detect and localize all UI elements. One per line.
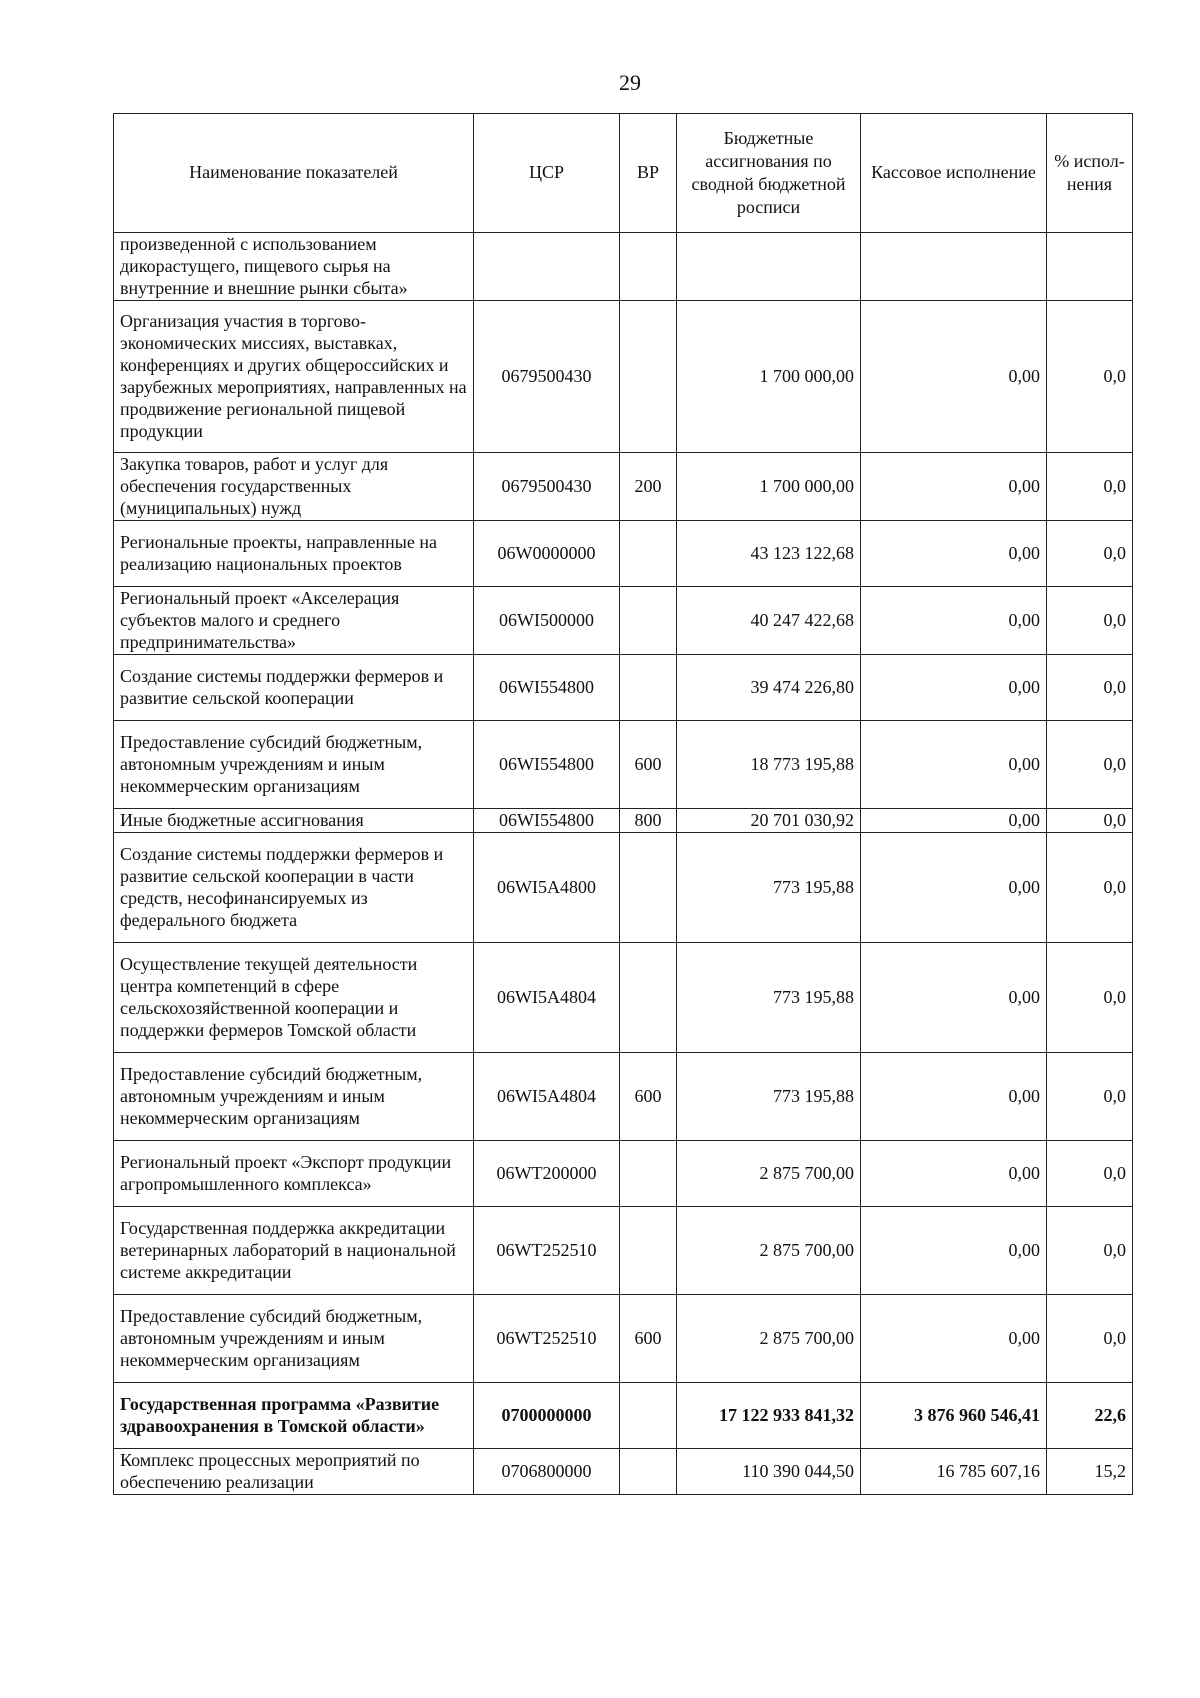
table-row [114,1207,1133,1295]
table-row [114,1141,1133,1207]
cell-budget: 2 875 700,00 [677,1295,861,1383]
cell-cash [861,233,1047,301]
table-row [114,1449,1133,1495]
cell-budget: 39 474 226,80 [677,655,861,721]
cell-budget: 773 195,88 [677,1053,861,1141]
cell-name: Создание системы поддержки фермеров и развитие сельской кооперации в части средств, несофинансируемых из федерального бюджета [114,833,474,943]
header-vr: ВР [620,114,677,233]
cell-name: Организация участия в торгово-экономических миссиях, выставках, конференциях и других общероссийских и зарубежных мероприятиях, направленных на продвижение региональной пищевой продукции [114,301,474,453]
table-row [114,1383,1133,1449]
table-row [114,721,1133,809]
cell-cash: 0,00 [861,301,1047,453]
cell-cash: 0,00 [861,809,1047,833]
cell-csr: 06WI5A4800 [474,833,620,943]
cell-vr [620,1383,677,1449]
cell-csr: 0706800000 [474,1449,620,1495]
cell-percent: 0,0 [1047,1141,1133,1207]
cell-cash: 0,00 [861,833,1047,943]
cell-budget: 110 390 044,50 [677,1449,861,1495]
cell-vr [620,301,677,453]
cell-csr: 0679500430 [474,453,620,521]
cell-budget: 43 123 122,68 [677,521,861,587]
cell-cash: 0,00 [861,721,1047,809]
cell-name: Создание системы поддержки фермеров и развитие сельской кооперации [114,655,474,721]
cell-cash: 0,00 [861,1207,1047,1295]
cell-csr: 06WT200000 [474,1141,620,1207]
header-name: Наименование показателей [114,114,474,233]
cell-vr [620,587,677,655]
cell-name: Государственная программа «Развитие здравоохранения в Томской области» [114,1383,474,1449]
cell-cash: 0,00 [861,655,1047,721]
cell-name: Предоставление субсидий бюджетным, автономным учреждениям и иным некоммерческим организациям [114,721,474,809]
cell-budget: 1 700 000,00 [677,453,861,521]
cell-vr [620,833,677,943]
page-number: 29 [619,70,641,95]
cell-cash: 0,00 [861,587,1047,655]
table-row [114,1053,1133,1141]
cell-csr: 06WT252510 [474,1207,620,1295]
cell-name: Иные бюджетные ассигнования [114,809,474,833]
table-body [114,233,1133,1495]
header-cash: Кассовое исполнение [861,114,1047,233]
cell-vr [620,233,677,301]
cell-percent: 0,0 [1047,1295,1133,1383]
cell-budget: 2 875 700,00 [677,1141,861,1207]
cell-budget [677,233,861,301]
table-header-row [114,114,1133,233]
cell-name: Осуществление текущей деятельности центра компетенций в сфере сельскохозяйственной кооперации и поддержки фермеров Томской области [114,943,474,1053]
cell-budget: 17 122 933 841,32 [677,1383,861,1449]
cell-percent: 0,0 [1047,655,1133,721]
cell-cash: 0,00 [861,1053,1047,1141]
cell-vr [620,1207,677,1295]
cell-percent: 0,0 [1047,301,1133,453]
budget-table [113,113,1133,1495]
cell-budget: 773 195,88 [677,833,861,943]
cell-vr [620,655,677,721]
cell-csr: 06WI5A4804 [474,943,620,1053]
cell-name: Региональный проект «Акселерация субъектов малого и среднего предпринимательства» [114,587,474,655]
cell-budget: 40 247 422,68 [677,587,861,655]
table-row [114,233,1133,301]
cell-cash: 0,00 [861,453,1047,521]
cell-csr: 06WI5A4804 [474,1053,620,1141]
cell-csr: 06WI554800 [474,655,620,721]
cell-percent: 0,0 [1047,943,1133,1053]
cell-percent: 0,0 [1047,721,1133,809]
cell-cash: 16 785 607,16 [861,1449,1047,1495]
table-row [114,521,1133,587]
cell-vr: 600 [620,1053,677,1141]
cell-cash: 0,00 [861,943,1047,1053]
cell-percent: 22,6 [1047,1383,1133,1449]
cell-name: Закупка товаров, работ и услуг для обеспечения государственных (муниципальных) нужд [114,453,474,521]
cell-budget: 773 195,88 [677,943,861,1053]
cell-csr: 06WI500000 [474,587,620,655]
cell-percent: 0,0 [1047,1053,1133,1141]
cell-csr: 06W0000000 [474,521,620,587]
cell-budget: 20 701 030,92 [677,809,861,833]
cell-budget: 1 700 000,00 [677,301,861,453]
cell-vr [620,521,677,587]
table-row [114,301,1133,453]
cell-percent: 0,0 [1047,1207,1133,1295]
table-row [114,943,1133,1053]
table-row [114,809,1133,833]
cell-percent: 0,0 [1047,521,1133,587]
table-row [114,655,1133,721]
cell-cash: 0,00 [861,1141,1047,1207]
cell-percent: 0,0 [1047,587,1133,655]
cell-percent: 15,2 [1047,1449,1133,1495]
cell-name: Предоставление субсидий бюджетным, автономным учреждениям и иным некоммерческим организациям [114,1053,474,1141]
cell-name: Государственная поддержка аккредитации ветеринарных лабораторий в национальной системе аккредитации [114,1207,474,1295]
cell-cash: 3 876 960 546,41 [861,1383,1047,1449]
cell-csr: 06WI554800 [474,721,620,809]
header-percent: % испол-нения [1047,114,1133,233]
cell-csr: 0700000000 [474,1383,620,1449]
cell-percent [1047,233,1133,301]
cell-budget: 2 875 700,00 [677,1207,861,1295]
cell-vr [620,1141,677,1207]
cell-cash: 0,00 [861,521,1047,587]
cell-name: Комплекс процессных мероприятий по обеспечению реализации [114,1449,474,1495]
cell-vr: 800 [620,809,677,833]
cell-csr: 06WT252510 [474,1295,620,1383]
cell-vr [620,1449,677,1495]
cell-vr: 600 [620,721,677,809]
cell-vr [620,943,677,1053]
cell-vr: 600 [620,1295,677,1383]
cell-name: Региональный проект «Экспорт продукции агропромышленного комплекса» [114,1141,474,1207]
cell-name: Предоставление субсидий бюджетным, автономным учреждениям и иным некоммерческим организациям [114,1295,474,1383]
cell-cash: 0,00 [861,1295,1047,1383]
header-csr: ЦСР [474,114,620,233]
cell-percent: 0,0 [1047,833,1133,943]
cell-vr: 200 [620,453,677,521]
header-budget: Бюджетные ассигнования по сводной бюджетной росписи [677,114,861,233]
table-row [114,833,1133,943]
cell-name: произведенной с использованием дикорастущего, пищевого сырья на внутренние и внешние рынки сбыта» [114,233,474,301]
table-row [114,587,1133,655]
cell-percent: 0,0 [1047,453,1133,521]
cell-percent: 0,0 [1047,809,1133,833]
cell-csr: 0679500430 [474,301,620,453]
table-row [114,1295,1133,1383]
table-row [114,453,1133,521]
cell-csr: 06WI554800 [474,809,620,833]
cell-budget: 18 773 195,88 [677,721,861,809]
cell-name: Региональные проекты, направленные на реализацию национальных проектов [114,521,474,587]
cell-csr [474,233,620,301]
